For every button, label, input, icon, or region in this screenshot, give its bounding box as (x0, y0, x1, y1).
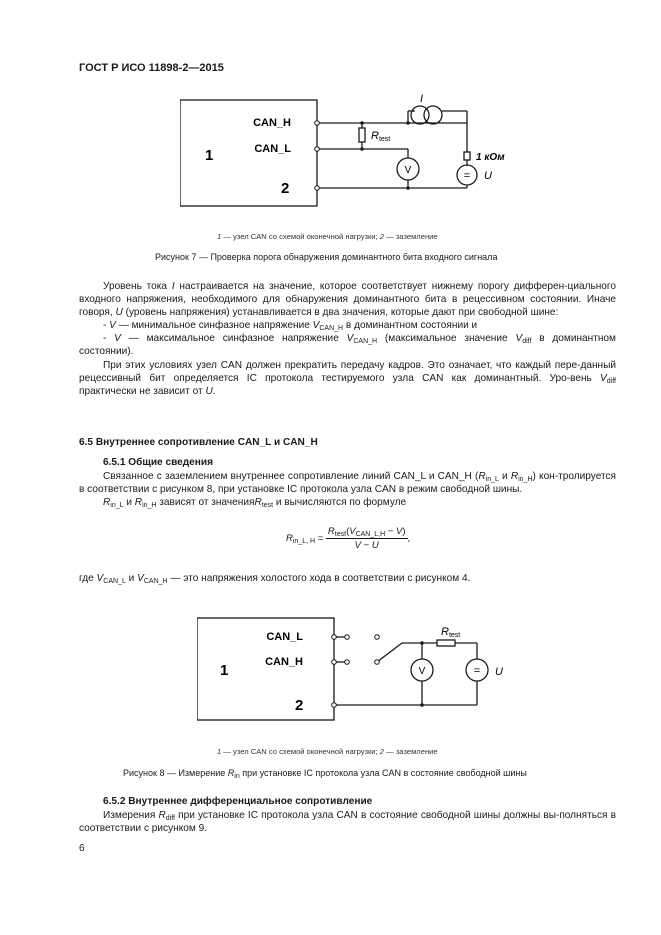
page-number: 6 (79, 843, 85, 854)
fig8-source-symbol: = (473, 665, 481, 677)
fig8-ground-number: 2 (295, 697, 304, 714)
fig7-current-source-right (424, 106, 442, 124)
fig7-1kohm-resistor (464, 152, 470, 160)
section-6-5-2-title: 6.5.2 Внутреннее дифференциальное сопротивление (103, 796, 373, 807)
fig8-voltmeter-symbol: V (418, 666, 426, 677)
fig7-ground-number: 2 (281, 180, 290, 197)
fig8-node-number: 1 (220, 662, 229, 679)
document-header: ГОСТ Р ИСО 11898-2—2015 (79, 62, 224, 74)
fig7-source-symbol: = (463, 170, 471, 182)
fig7-r-test-resistor (359, 128, 365, 142)
section-6-5-1-title: 6.5.1 Общие сведения (103, 457, 213, 468)
fig7-current-label: I (420, 93, 424, 105)
body-text-6-5-2: Измерения $R_{diff}$ при установке IC протокола узла CAN в состояние свободной шины должны вы-полняться в соответствии с рисунком 9. (79, 810, 616, 835)
fig7-voltmeter-symbol: V (404, 165, 412, 176)
body-text-6-5-1: Связанное с заземлением внутреннее сопротивление линий CAN_L и CAN_H ($R_{in\_L}$ и $R_{in\_H}$) кон-тролируется в соответствии с рисунком 8, при установке IC протокола узла CAN в режим свободной шины. $R_{in\_L}$ и $R_{in\_H}$ зависят от значенияR$_{test}$ и вычисляются по формуле (79, 471, 617, 510)
fig7-1kohm-label: 1 кОм (476, 152, 505, 163)
fig8-r-test-resistor (437, 640, 455, 646)
figure-8-diagram (197, 610, 517, 725)
fig7-r-test-label: Rtest (371, 130, 391, 143)
fig7-can-node-box (180, 100, 317, 206)
fig8-voltage-label: U (495, 666, 503, 678)
fig7-can-l-label: CAN_L (254, 143, 291, 155)
fig8-switch-blade (377, 643, 402, 662)
fig7-caption: Рисунок 7 — Проверка порога обнаружения доминантного бита входного сигнала (155, 252, 498, 262)
formula-fraction: $\frac{R_{test}(V_{CAN\_L,H} - V)}{V - U}$ (327, 526, 406, 551)
body-text-1: Уровень тока I настраивается на значение, которое соответствует нижнему порогу дифферен-циального входного напряжения, необходимого для обнаружения доминантного бита в рецессивном состоянии. Иначе говоря, U (уровень напряжения) устанавливается в два значения, которые дают при свободной шине: - V — минимальное синфазное напряжение $V_{CAN\_H}$ в доминантном состоянии и - V — максимальное синфазное напряжение $V_{CAN\_H}$ (максимальное значение $V_{diff}$ в доминантном состоянии). При этих условиях узел CAN должен прекратить передачу кадров. Это означает, что каждый пере-данный рецессивный бит определяется IC протокола тестируемого узла CAN как доминантный. Уро-вень $V_{diff}$ практически не зависит от U. (79, 281, 616, 397)
fig8-can-h-label: CAN_H (265, 656, 303, 668)
section-6-5-title: 6.5 Внутреннее сопротивление CAN_L и CAN_H (79, 437, 318, 448)
fig8-can-l-label: CAN_L (266, 631, 303, 643)
fig7-can-h-label: CAN_H (253, 117, 291, 129)
formula-rin: $R_{in\_L, H}$ = $\frac{R_{test}(V_{CAN\_L,H} - V)}{V - U}$ , (286, 526, 411, 551)
fig8-caption: Рисунок 8 — Измерение $R_{in}$ при установке IC протокола узла CAN в состояние свободной шины (123, 768, 527, 780)
body-text-where: где $V_{CAN\_L}$ и $V_{CAN\_H}$ — это напряжения холостого хода в соответствии с рисунком 4. (79, 573, 471, 585)
fig8-legend: 1 — узел CAN со схемой оконечной нагрузки; 2 — заземление (217, 747, 438, 756)
fig8-r-test-label: Rtest (441, 626, 461, 639)
fig7-node-number: 1 (205, 147, 214, 164)
figure-7-diagram (180, 92, 520, 214)
fig7-legend: 1 — узел CAN со схемой оконечной нагрузки; 2 — заземление (217, 232, 438, 241)
fig7-voltage-label: U (484, 170, 492, 182)
